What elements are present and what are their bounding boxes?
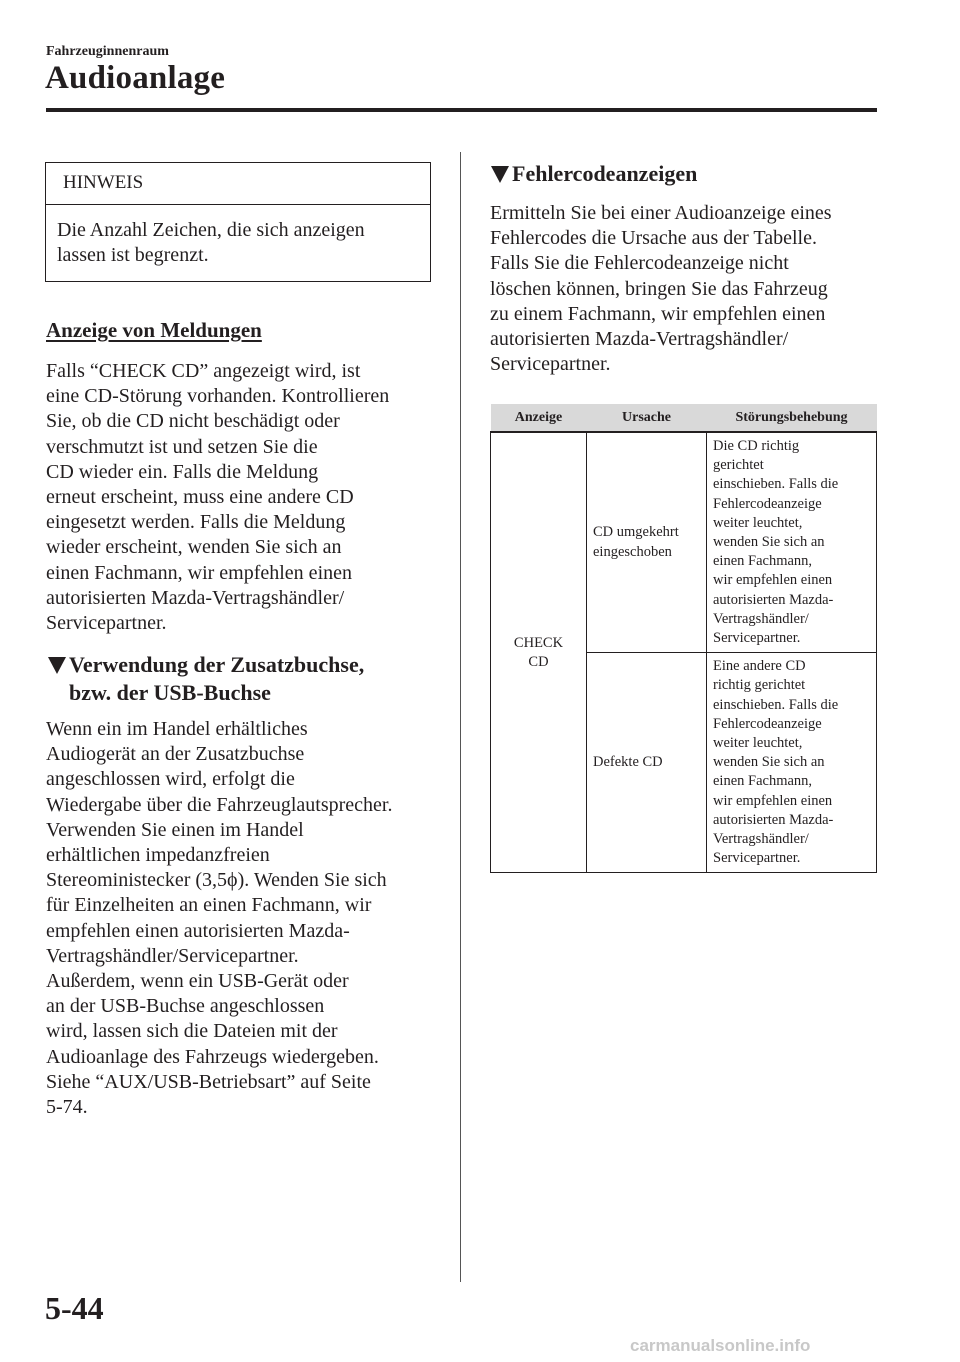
aux-section-paragraph: Wenn ein im Handel erhältliches Audiogerät an der Zusatzbuchse angeschlossen wird, erfolgt die Wiedergabe über die Fahrzeuglautsprecher. Verwenden Sie einen im Handel erhältlichen impedanzfreien Stereoministecker (3,5ϕ). Wenden Sie sich für Einzelheiten an einen Fachmann, wir empfehlen einen autorisierten Mazda- Vertragshändler/Servicepartner. Außerdem, wenn ein USB-Gerät oder an der USB-Buchse angeschlossen wird, lassen sich die Dateien mit der Audioanlage des Fahrzeugs wiedergeben. Siehe “AUX/USB-Betriebsart” auf Seite 5-74. xyxy=(46,718,393,1119)
note-heading: HINWEIS xyxy=(63,172,144,193)
chapter-title: Audioanlage xyxy=(45,60,226,96)
page-number: 5-44 xyxy=(45,1290,104,1326)
messages-paragraph: Falls “CHECK CD” angezeigt wird, ist eine CD-Störung vorhanden. Kontrollieren Sie, ob die CD nicht beschädigt oder verschmutzt ist und setzen Sie die CD wieder ein. Falls die Meldung erneut erscheint, muss eine andere CD eingesetzt werden. Falls die Meldung wieder erscheint, wenden Sie sich an einen Fachmann, wir empfehlen einen autorisierten Mazda-Vertragshändler/ Servicepartner. xyxy=(46,360,390,635)
table-header-cell: Ursache xyxy=(587,404,707,432)
table-header-row xyxy=(491,404,877,432)
table-row xyxy=(491,432,877,653)
remedy-cell: Die CD richtig gerichtet einschieben. Falls die Fehlercodeanzeige weiter leuchtet, wenden Sie sich an einen Fachmann, wir empfehlen einen autorisierten Mazda- Vertragshändler/ Servicepartner. xyxy=(707,432,877,653)
table-header-cell: Störungsbehebung xyxy=(707,404,877,432)
section-marker-icon xyxy=(48,657,66,674)
cause-cell: CD umgekehrt eingeschoben xyxy=(587,432,707,653)
section-kicker: Fahrzeuginnenraum xyxy=(46,44,169,59)
header-rule xyxy=(46,108,877,112)
cause-cell: Defekte CD xyxy=(587,653,707,873)
column-divider xyxy=(460,152,461,1282)
remedy-cell: Eine andere CD richtig gerichtet einschieben. Falls die Fehlercodeanzeige weiter leuchtet, wenden Sie sich an einen Fachmann, wir empfehlen einen autorisierten Mazda- Vertragshändler/ Servicepartner. xyxy=(707,653,877,873)
table-header-cell: Anzeige xyxy=(491,404,587,432)
error-section-paragraph: Ermitteln Sie bei einer Audioanzeige eines Fehlercodes die Ursache aus der Tabelle. Falls Sie die Fehlercodeanzeige nicht löschen können, bringen Sie das Fahrzeug zu einem Fachmann, wir empfehlen einen autorisierten Mazda-Vertragshändler/ Servicepartner. xyxy=(490,202,832,376)
aux-section-heading: Verwendung der Zusatzbuchse, bzw. der USB-Buchse xyxy=(69,652,365,705)
error-section-heading: Fehlercodeanzeigen xyxy=(512,161,698,186)
display-value: CHECK CD xyxy=(513,634,564,670)
note-header xyxy=(46,163,430,205)
messages-heading: Anzeige von Meldungen xyxy=(46,318,262,342)
note-box xyxy=(45,162,431,282)
section-marker-icon xyxy=(491,166,509,183)
note-text: Die Anzahl Zeichen, die sich anzeigen lassen ist begrenzt. xyxy=(57,219,365,266)
error-code-table xyxy=(490,404,877,873)
footer-watermark: carmanualsonline.info xyxy=(630,1336,811,1355)
display-cell xyxy=(491,432,587,873)
